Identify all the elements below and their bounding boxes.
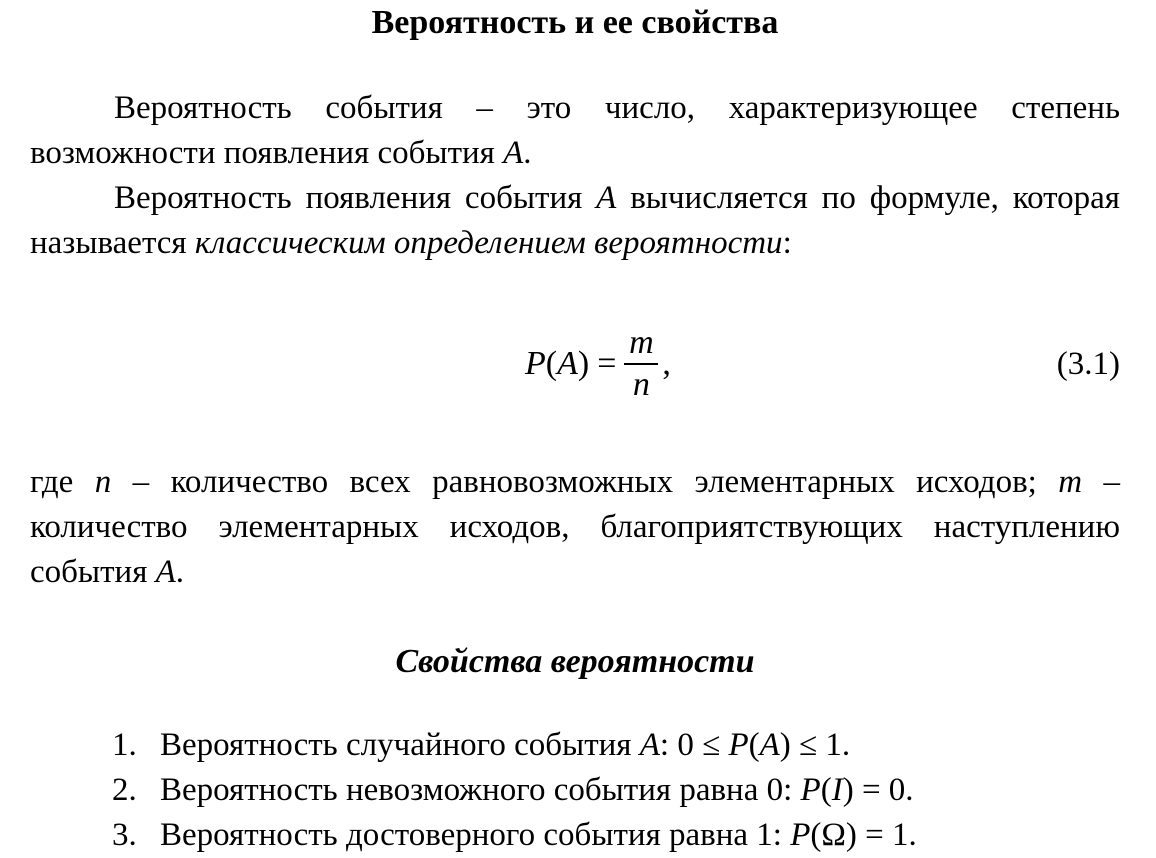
property-function: P xyxy=(790,817,811,853)
list-item-number: 3. xyxy=(112,817,137,853)
properties-subtitle: Свойства вероятности xyxy=(395,643,755,680)
classical-definition-term: классическим определением вероятности xyxy=(194,225,783,261)
formula-block xyxy=(30,310,1120,418)
list-item-content xyxy=(160,723,850,768)
property-function: P xyxy=(800,772,821,808)
property-open-paren: ( xyxy=(810,817,822,853)
formula-fraction xyxy=(624,323,658,405)
formula-argument: A xyxy=(557,345,578,382)
list-item-content xyxy=(160,768,914,813)
where-text-2: – количество всех равновозможных элементарных исходов; xyxy=(111,464,1059,500)
list-item-content xyxy=(160,813,917,858)
property-relation-end: ) = 1. xyxy=(845,817,917,853)
property-text: Вероятность достоверного события равна 1: xyxy=(160,817,791,853)
property-argument: A xyxy=(759,727,780,763)
property-argument: I xyxy=(831,772,843,808)
where-text-1: где xyxy=(30,464,95,500)
classical-definition-paragraph xyxy=(30,176,1120,266)
classical-text-middle: вычисляется по формуле, которая называется xyxy=(30,180,1120,261)
property-argument: Ω xyxy=(821,817,846,853)
where-text-4: . xyxy=(175,554,185,590)
classical-text-before: Вероятность появления события xyxy=(114,180,597,216)
event-variable: A xyxy=(155,554,176,590)
event-variable: A xyxy=(503,135,524,171)
list-item xyxy=(112,768,1120,813)
property-open-paren: ( xyxy=(748,727,760,763)
formula-denominator: n xyxy=(632,366,650,403)
equation-number: (3.1) xyxy=(1056,345,1120,382)
where-text-3: – количество элементарных исходов, благоприятствующих наступлению события xyxy=(30,464,1120,590)
formula-function: P xyxy=(525,345,546,382)
list-item-number: 1. xyxy=(112,727,137,763)
where-paragraph xyxy=(30,460,1120,595)
formula-comma: , xyxy=(662,345,671,382)
formula-lhs xyxy=(525,345,589,383)
variable-n: n xyxy=(94,464,112,500)
classical-text-end: : xyxy=(782,225,792,261)
probability-formula xyxy=(525,310,671,418)
document-page xyxy=(30,0,1120,858)
property-relation-end: ) ≤ 1. xyxy=(779,727,851,763)
property-function: P xyxy=(728,727,749,763)
list-item xyxy=(112,723,1120,768)
property-relation-end: ) = 0. xyxy=(842,772,914,808)
formula-close-paren: ) xyxy=(577,345,590,382)
definition-paragraph xyxy=(30,86,1120,176)
property-relation-start: : 0 ≤ xyxy=(659,727,729,763)
property-text: Вероятность случайного события xyxy=(160,727,640,763)
list-item xyxy=(112,813,1120,858)
formula-equals: = xyxy=(597,345,617,382)
formula-numerator: m xyxy=(629,324,654,361)
list-item-number: 2. xyxy=(112,772,137,808)
event-variable: A xyxy=(639,727,660,763)
definition-text: Вероятность события – это число, характеризующее степень возможности появления события xyxy=(30,90,1120,171)
formula-open-paren: ( xyxy=(545,345,558,382)
event-variable: A xyxy=(596,180,617,216)
definition-end: . xyxy=(523,135,532,171)
variable-m: m xyxy=(1058,464,1083,500)
properties-list xyxy=(30,723,1120,858)
property-open-paren: ( xyxy=(820,772,832,808)
section-title: Вероятность и ее свойства xyxy=(371,4,779,41)
property-text: Вероятность невозможного события равна 0: xyxy=(160,772,801,808)
